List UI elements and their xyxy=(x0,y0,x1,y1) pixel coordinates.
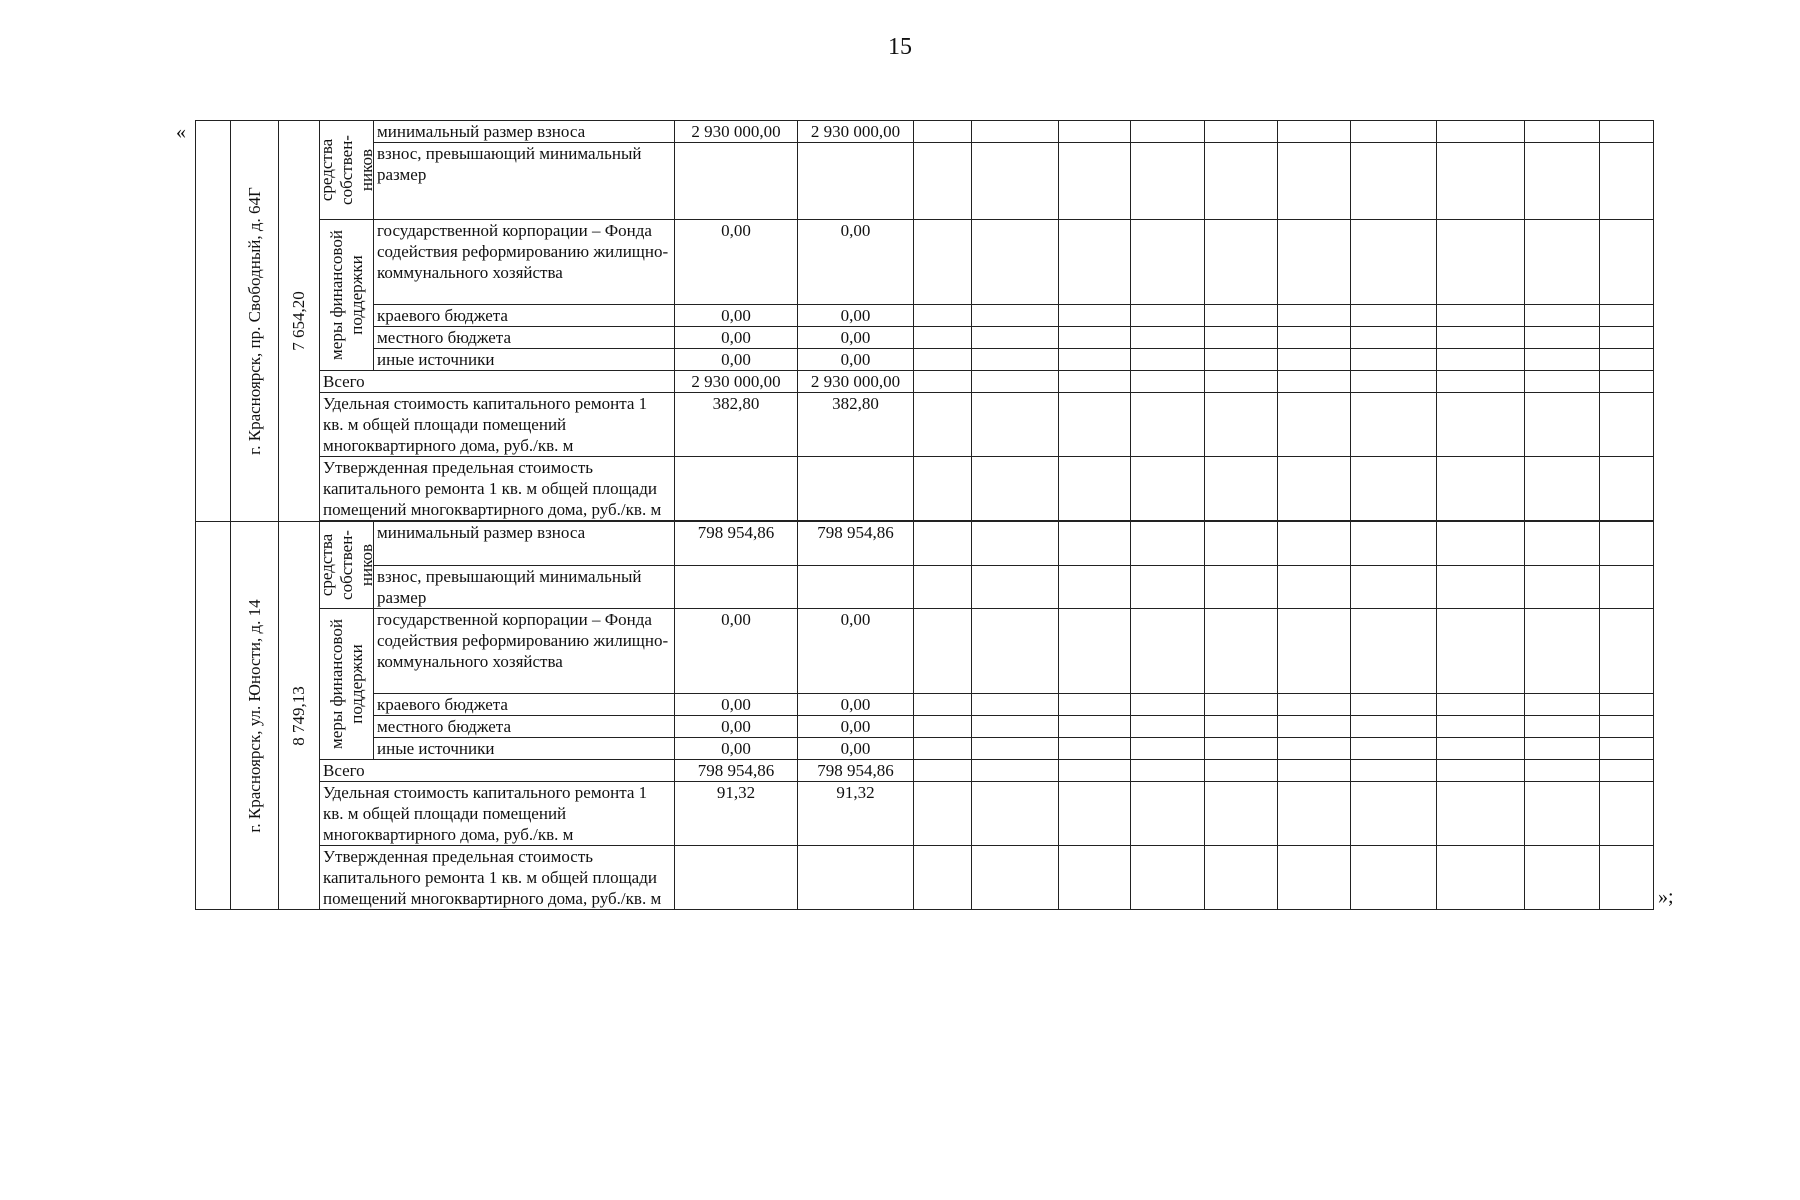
table-row xyxy=(196,220,1654,305)
value-cell: 0,00 xyxy=(798,305,914,327)
table-row xyxy=(196,349,1654,371)
value-cell: 2 930 000,00 xyxy=(798,121,914,143)
table-row xyxy=(196,522,1654,566)
table-row xyxy=(196,566,1654,609)
building-address: г. Красноярск, пр. Свободный, д. 64Г xyxy=(244,187,264,455)
table-row xyxy=(196,327,1654,349)
value-cell: 0,00 xyxy=(675,694,798,716)
row-label: государственной корпорации – Фонда содействия реформированию жилищно-коммунального хозяйства xyxy=(374,609,675,694)
row-label: Утвержденная предельная стоимость капитального ремонта 1 кв. м общей площади помещений многоквартирного дома, руб./кв. м xyxy=(320,846,675,910)
row-label: минимальный размер взноса xyxy=(374,522,675,566)
capital-repair-table xyxy=(195,120,1654,910)
row-label: иные источники xyxy=(374,738,675,760)
value-cell: 0,00 xyxy=(798,738,914,760)
area-cell xyxy=(279,522,320,910)
table-row xyxy=(196,760,1654,782)
group-support-label: меры финансовой поддержки xyxy=(326,230,366,360)
value-cell: 2 930 000,00 xyxy=(675,121,798,143)
table-row xyxy=(196,143,1654,220)
row-label: взнос, превышающий минимальный размер xyxy=(374,143,675,220)
page-number: 15 xyxy=(888,34,912,60)
value-cell: 0,00 xyxy=(675,349,798,371)
value-cell: 0,00 xyxy=(675,220,798,305)
group-owners-label: средства собствен-ников xyxy=(316,530,376,600)
value-cell: 798 954,86 xyxy=(798,522,914,566)
table-row xyxy=(196,782,1654,846)
row-label: Всего xyxy=(320,371,675,393)
row-label: минимальный размер взноса xyxy=(374,121,675,143)
value-cell: 0,00 xyxy=(675,327,798,349)
area-cell xyxy=(279,121,320,522)
table-row xyxy=(196,121,1654,143)
table-row xyxy=(196,393,1654,457)
value-cell: 798 954,86 xyxy=(675,522,798,566)
opening-quote: « xyxy=(176,121,186,143)
value-cell: 0,00 xyxy=(798,220,914,305)
value-cell: 0,00 xyxy=(675,609,798,694)
table-row xyxy=(196,609,1654,694)
value-cell: 91,32 xyxy=(798,782,914,846)
building-area: 7 654,20 xyxy=(289,291,308,351)
group-support-label: меры финансовой поддержки xyxy=(326,619,366,749)
row-label: местного бюджета xyxy=(374,716,675,738)
table-row xyxy=(196,457,1654,521)
value-cell: 0,00 xyxy=(798,694,914,716)
table-row xyxy=(196,694,1654,716)
value-cell: 382,80 xyxy=(675,393,798,457)
value-cell: 798 954,86 xyxy=(675,760,798,782)
row-label: Удельная стоимость капитального ремонта 1 кв. м общей площади помещений многоквартирного дома, руб./кв. м xyxy=(320,782,675,846)
value-cell: 0,00 xyxy=(798,327,914,349)
value-cell: 0,00 xyxy=(675,305,798,327)
table-row xyxy=(196,371,1654,393)
value-cell: 2 930 000,00 xyxy=(675,371,798,393)
row-label: взнос, превышающий минимальный размер xyxy=(374,566,675,609)
table-row xyxy=(196,738,1654,760)
row-label: государственной корпорации – Фонда содействия реформированию жилищно-коммунального хозяйства xyxy=(374,220,675,305)
blank-cell xyxy=(196,522,231,910)
group-support-cell xyxy=(320,220,374,371)
value-cell: 382,80 xyxy=(798,393,914,457)
value-cell: 0,00 xyxy=(798,716,914,738)
building-address: г. Красноярск, ул. Юности, д. 14 xyxy=(244,598,264,833)
row-label: Удельная стоимость капитального ремонта 1 кв. м общей площади помещений многоквартирного дома, руб./кв. м xyxy=(320,393,675,457)
row-label: краевого бюджета xyxy=(374,305,675,327)
value-cell: 0,00 xyxy=(798,349,914,371)
building-area: 8 749,13 xyxy=(289,685,308,746)
value-cell: 0,00 xyxy=(675,738,798,760)
group-support-cell xyxy=(320,609,374,760)
table-row xyxy=(196,305,1654,327)
value-cell: 0,00 xyxy=(798,609,914,694)
address-cell xyxy=(231,522,279,910)
closing-quote: »; xyxy=(1658,886,1674,908)
row-label: местного бюджета xyxy=(374,327,675,349)
address-cell xyxy=(231,121,279,522)
table-row xyxy=(196,716,1654,738)
value-cell: 0,00 xyxy=(675,716,798,738)
table-row xyxy=(196,846,1654,910)
row-label: иные источники xyxy=(374,349,675,371)
row-label: Всего xyxy=(320,760,675,782)
value-cell: 798 954,86 xyxy=(798,760,914,782)
group-owners-cell xyxy=(316,522,376,609)
group-owners-label: средства собствен-ников xyxy=(316,135,376,205)
value-cell: 2 930 000,00 xyxy=(798,371,914,393)
row-label: краевого бюджета xyxy=(374,694,675,716)
row-label: Утвержденная предельная стоимость капитального ремонта 1 кв. м общей площади помещений многоквартирного дома, руб./кв. м xyxy=(320,457,675,521)
group-owners-cell xyxy=(316,121,376,220)
value-cell: 91,32 xyxy=(675,782,798,846)
blank-cell xyxy=(196,121,231,522)
